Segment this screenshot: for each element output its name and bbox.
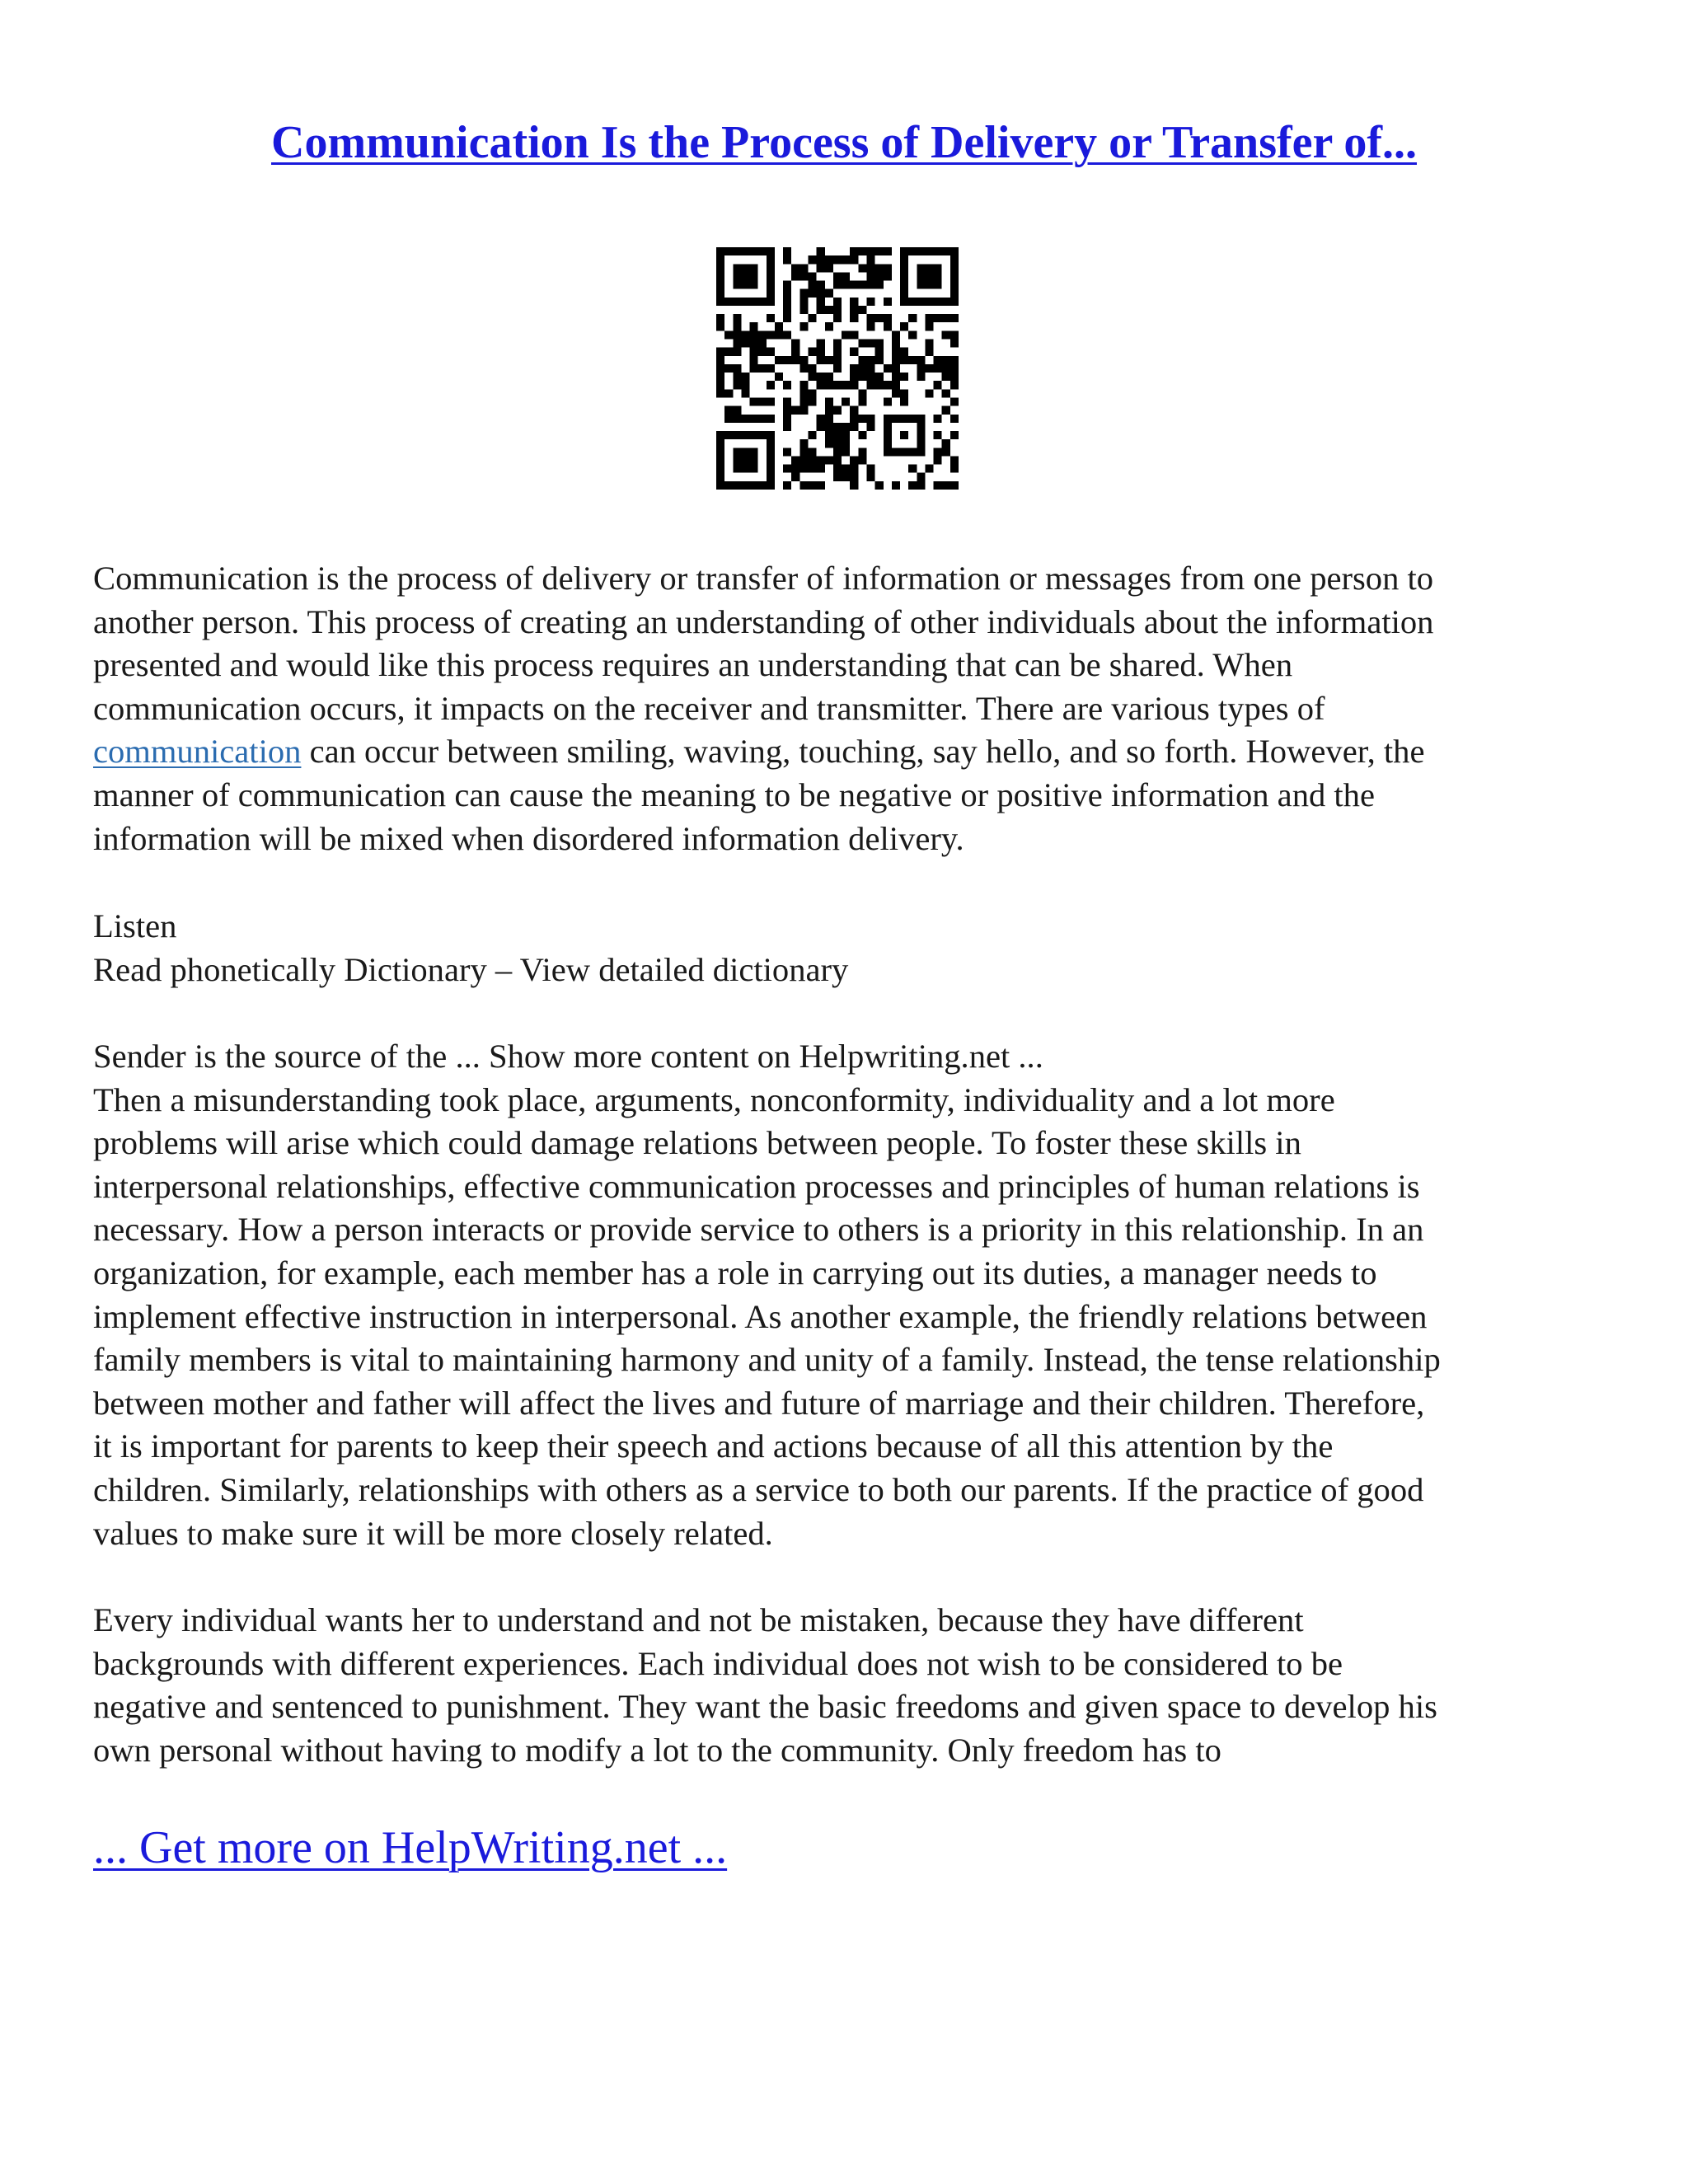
text-line: Sender is the source of the ... Show more content on Helpwriting.net ... xyxy=(93,1038,1043,1075)
paragraph-4 xyxy=(93,1599,1601,1772)
get-more-link[interactable]: ... Get more on HelpWriting.net ... xyxy=(93,1822,728,1873)
communication-link[interactable]: communication xyxy=(93,733,302,771)
paragraph-1 xyxy=(93,557,1601,860)
text-line: it is important for parents to keep their speech and actions because of all this attention by the xyxy=(93,1427,1334,1465)
text-line: problems will arise which could damage relations between people. To foster these skills in xyxy=(93,1124,1301,1162)
page-title xyxy=(0,114,1688,171)
text-line: necessary. How a person interacts or provide service to others is a priority in this relationship. In an xyxy=(93,1211,1424,1249)
text-line: information will be mixed when disordered information delivery. xyxy=(93,819,964,857)
text-line: interpersonal relationships, effective communication processes and principles of human relations is xyxy=(93,1167,1420,1205)
text-line: Listen xyxy=(93,907,177,944)
paragraph-2 xyxy=(93,905,1601,991)
title-link[interactable]: Communication Is the Process of Delivery or Transfer of... xyxy=(271,117,1417,168)
text-line: negative and sentenced to punishment. They want the basic freedoms and given space to develop his xyxy=(93,1688,1437,1726)
text-line: values to make sure it will be more closely related. xyxy=(93,1514,773,1552)
text-line: presented and would like this process requires an understanding that can be shared. When xyxy=(93,646,1293,684)
text-line: another person. This process of creating an understanding of other individuals about the information xyxy=(93,602,1434,640)
text-line: implement effective instruction in interpersonal. As another example, the friendly relations between xyxy=(93,1297,1428,1335)
text-segment: can occur between smiling, waving, touching, say hello, and so forth. However, the xyxy=(301,733,1425,771)
text-line: Read phonetically Dictionary – View detailed dictionary xyxy=(93,950,849,988)
text-line: organization, for example, each member has a role in carrying out its duties, a manager needs to xyxy=(93,1254,1377,1291)
text-line: own personal without having to modify a lot to the community. Only freedom has to xyxy=(93,1731,1221,1769)
text-line xyxy=(93,730,1601,774)
get-more-section xyxy=(93,1819,727,1877)
text-line: Communication is the process of delivery or transfer of information or messages from one person to xyxy=(93,560,1434,597)
text-line: children. Similarly, relationships with others as a service to both our parents. If the practice of good xyxy=(93,1470,1424,1508)
text-line: Every individual wants her to understand and not be mistaken, because they have different xyxy=(93,1601,1304,1638)
text-line: Then a misunderstanding took place, arguments, nonconformity, individuality and a lot more xyxy=(93,1080,1335,1118)
text-line: communication occurs, it impacts on the receiver and transmitter. There are various types of xyxy=(93,689,1325,727)
text-line: family members is vital to maintaining harmony and unity of a family. Instead, the tense relationship xyxy=(93,1341,1441,1379)
qr-code-icon xyxy=(716,247,959,490)
text-line: manner of communication can cause the meaning to be negative or positive information and the xyxy=(93,776,1375,813)
text-line: between mother and father will affect the lives and future of marriage and their children. Therefore, xyxy=(93,1384,1425,1422)
text-line: backgrounds with different experiences. Each individual does not wish to be considered to be xyxy=(93,1644,1343,1682)
paragraph-3 xyxy=(93,1035,1601,1555)
